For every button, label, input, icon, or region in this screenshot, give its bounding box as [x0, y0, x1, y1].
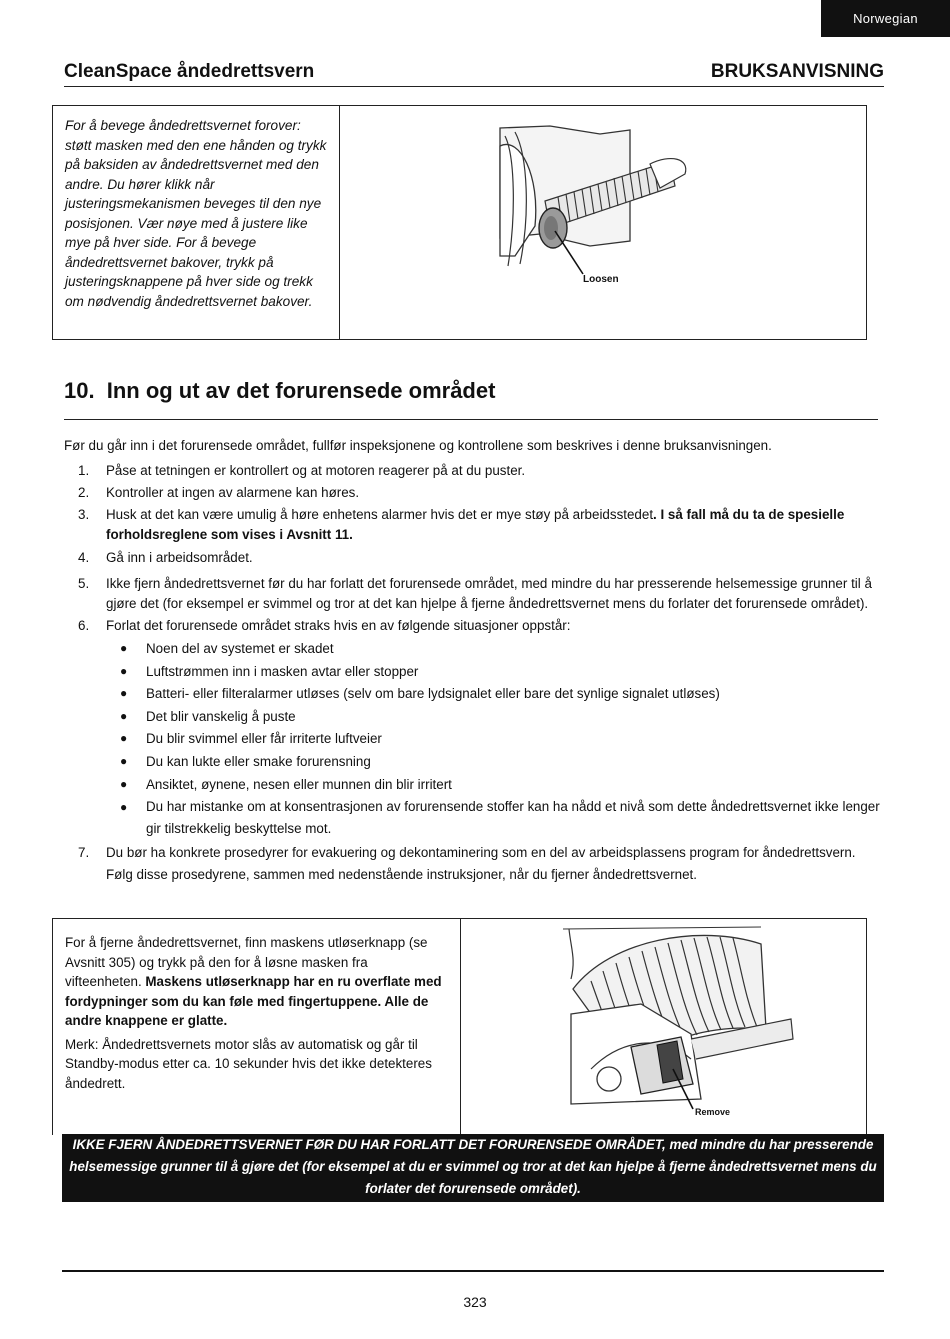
remove-release-illustration: [461, 919, 866, 1134]
section-number: 10.: [64, 378, 95, 403]
remove-instruction-box: [52, 918, 867, 1135]
bullet-item: ● Batteri- eller filteralarmer utløses (selv om bare lydsignalet eller bare det synlige signalet utløses): [120, 686, 720, 702]
situation-bullets: [64, 638, 884, 840]
footer-rule: [62, 1270, 884, 1272]
bullet-item: ● Luftstrømmen inn i masken avtar eller stopper: [120, 663, 419, 679]
header-doc-type: BRUKSANVISNING: [710, 61, 884, 82]
remove-label: Remove: [695, 1107, 731, 1117]
standby-note: Merk: Åndedrettsvernets motor slås av automatisk og går til Standby-modus etter ca. 10 sekunder hvis det ikke detekteres åndedrett.: [65, 1036, 432, 1091]
loosen-label: Loosen: [583, 274, 619, 285]
section-heading: [64, 378, 878, 420]
adjust-instruction-text: For å bevege åndedrettsvernet forover: støtt masken med den ene hånden og trykk på baksiden av åndedrettsvernet med den andre. Du hører klikk når justeringsmekanismen beveges til den nye posisjonen. Vær nøye med å justere like mye på hver side. For å bevege åndedrettsvernet bakover, trykk på justeringsknappene på hver side og trekk om nødvendig åndedrettsvernet bakover.: [53, 106, 340, 339]
section-intro: Før du går inn i det forurensede området, fullfør inspeksjonene og kontrollene som beskrives i denne bruksanvisningen.: [64, 438, 772, 453]
page-number: 323: [463, 1294, 487, 1310]
page-header: [64, 58, 884, 87]
adjust-illustration: [340, 106, 866, 339]
language-tab: Norwegian: [821, 0, 950, 37]
header-title: CleanSpace åndedrettsvern: [64, 61, 315, 82]
list-item: 3. Husk at det kan være umulig å høre enhetens alarmer hvis det er mye støy på arbeidsstedet. I så fall må du ta de spesielle forholdsreglene som vises i Avsnitt 11.: [78, 507, 845, 542]
list-item: 5. Ikke fjern åndedrettsvernet før du har forlatt det forurensede området, med mindre du har presserende helsemessige grunner til å gjøre det (for eksempel er svimmel og tror at det kan hjelpe å fjerne åndedrettsvernet mens du forlater det forurensede området).: [78, 576, 872, 611]
bullet-item: ● Du har mistanke om at konsentrasjonen av forurensende stoffer kan ha nådd et nivå som dette åndedrettsvernet ikke lenger gir tilstrekkelig beskyttelse mot.: [120, 799, 880, 837]
list-item: 2. Kontroller at ingen av alarmene kan høres.: [78, 485, 360, 500]
loosen-illustration: [340, 106, 866, 339]
bullet-item: ● Noen del av systemet er skadet: [120, 641, 334, 656]
list-item: 7. Du bør ha konkrete prosedyrer for evakuering og dekontaminering som en del av arbeidsplassens program for åndedrettsvern. Følg disse prosedyrene, sammen med nedenstående instruksjoner, når du fjerner åndedrettsvernet.: [78, 845, 856, 883]
bullet-item: ● Du blir svimmel eller får irriterte luftveier: [120, 731, 382, 747]
list-item: 1. Påse at tetningen er kontrollert og at motoren reagerer på at du puster.: [78, 463, 526, 478]
warning-banner: IKKE FJERN ÅNDEDRETTSVERNET FØR DU HAR FORLATT DET FORURENSEDE OMRÅDET, med mindre du har presserende helsemessige grunner til å gjøre det (for eksempel at du er svimmel og tror at det kan hjelpe å fjerne åndedrettsvernet mens du forlater det forurensede området).: [62, 1134, 884, 1202]
adjust-instruction-box: [52, 105, 867, 340]
section-title: Inn og ut av det forurensede området: [106, 378, 496, 403]
bullet-item: ● Du kan lukte eller smake forurensning: [120, 753, 371, 769]
remove-illustration: [461, 919, 866, 1135]
remove-instruction-text: For å fjerne åndedrettsvernet, finn maskens utløserknapp (se Avsnitt 305) og trykk på den for å løsne masken fra vifteenheten. Maskens utløserknapp har en ru overflate med fordypninger som du kan føle med fingertuppene. Alle de andre knappene er glatte. Merk: Åndedrettsvernets motor slås av automatisk og går til Standby-modus etter ca. 10 sekunder hvis det ikke detekteres åndedrett.: [53, 919, 461, 1135]
bullet-item: ● Ansiktet, øynene, nesen eller munnen din blir irritert: [120, 776, 452, 792]
bullet-item: ● Det blir vanskelig å puste: [120, 708, 296, 724]
steps-list: [64, 461, 884, 888]
list-item: 4. Gå inn i arbeidsområdet.: [78, 550, 253, 565]
list-item: 6. Forlat det forurensede området straks hvis en av følgende situasjoner oppstår:: [78, 618, 571, 633]
